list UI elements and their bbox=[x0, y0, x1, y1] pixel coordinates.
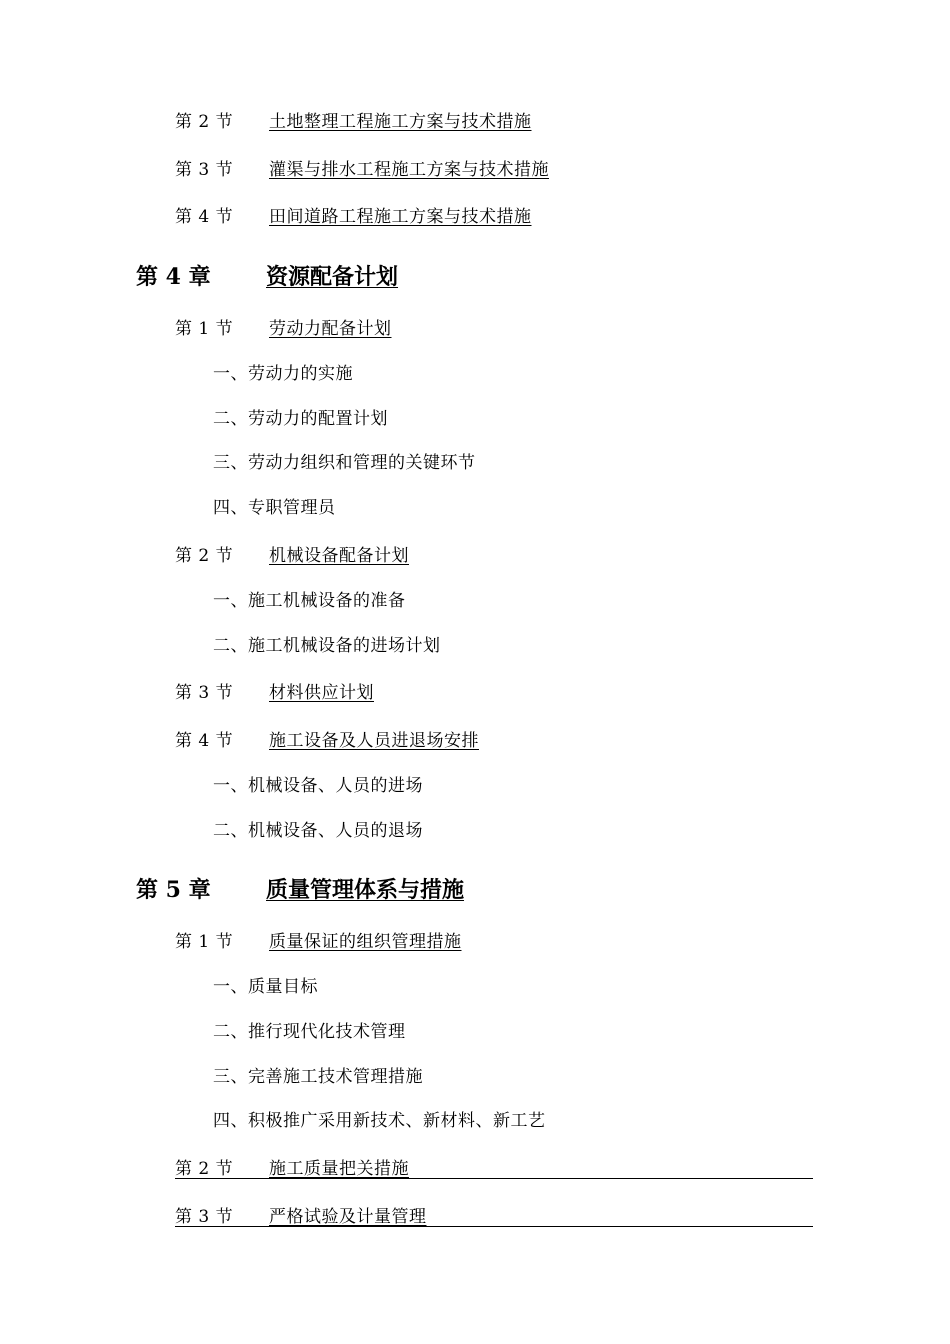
toc-chapter5-section-3[interactable] bbox=[175, 1207, 813, 1227]
section-title: 严格试验及计量管理 bbox=[269, 1207, 427, 1227]
section-number: 第 4 节 bbox=[175, 207, 234, 227]
toc-item: 四、积极推广采用新技术、新材料、新工艺 bbox=[213, 1111, 546, 1131]
toc-section-3-irrigation[interactable] bbox=[175, 160, 549, 180]
section-number: 第 3 节 bbox=[175, 683, 234, 703]
toc-item: 二、施工机械设备的进场计划 bbox=[213, 636, 441, 656]
chapter-title: 质量管理体系与措施 bbox=[266, 877, 465, 903]
section-underline bbox=[175, 1178, 813, 1179]
toc-section-2-land[interactable] bbox=[175, 112, 532, 132]
chapter-title: 资源配备计划 bbox=[266, 264, 399, 290]
section-title: 机械设备配备计划 bbox=[269, 546, 409, 566]
section-number: 第 2 节 bbox=[175, 112, 234, 132]
section-title: 土地整理工程施工方案与技术措施 bbox=[269, 112, 532, 132]
toc-item: 一、劳动力的实施 bbox=[213, 364, 353, 384]
section-title: 施工质量把关措施 bbox=[269, 1159, 409, 1179]
toc-chapter4-section-2[interactable] bbox=[175, 546, 409, 566]
toc-section-4-road[interactable] bbox=[175, 207, 532, 227]
toc-chapter-5[interactable] bbox=[136, 877, 464, 903]
section-title: 田间道路工程施工方案与技术措施 bbox=[269, 207, 532, 227]
toc-item: 一、施工机械设备的准备 bbox=[213, 591, 406, 611]
section-title: 施工设备及人员进退场安排 bbox=[269, 731, 479, 751]
chapter-number: 第 5 章 bbox=[136, 877, 211, 903]
chapter-number: 第 4 章 bbox=[136, 264, 211, 290]
toc-item: 一、机械设备、人员的进场 bbox=[213, 776, 423, 796]
toc-item: 二、劳动力的配置计划 bbox=[213, 409, 388, 429]
section-underline bbox=[175, 1226, 813, 1227]
toc-chapter4-section-1[interactable] bbox=[175, 319, 392, 339]
section-title: 质量保证的组织管理措施 bbox=[269, 932, 462, 952]
section-number: 第 2 节 bbox=[175, 546, 234, 566]
toc-item: 四、专职管理员 bbox=[213, 498, 336, 518]
toc-item: 三、完善施工技术管理措施 bbox=[213, 1067, 423, 1087]
section-title: 劳动力配备计划 bbox=[269, 319, 392, 339]
toc-item: 三、劳动力组织和管理的关键环节 bbox=[213, 453, 476, 473]
section-number: 第 2 节 bbox=[175, 1159, 234, 1179]
toc-chapter5-section-1[interactable] bbox=[175, 932, 462, 952]
section-number: 第 3 节 bbox=[175, 1207, 234, 1227]
toc-item: 一、质量目标 bbox=[213, 977, 318, 997]
section-number: 第 3 节 bbox=[175, 160, 234, 180]
toc-item: 二、推行现代化技术管理 bbox=[213, 1022, 406, 1042]
section-number: 第 4 节 bbox=[175, 731, 234, 751]
toc-chapter4-section-4[interactable] bbox=[175, 731, 479, 751]
toc-chapter4-section-3[interactable] bbox=[175, 683, 374, 703]
section-number: 第 1 节 bbox=[175, 319, 234, 339]
toc-item: 二、机械设备、人员的退场 bbox=[213, 821, 423, 841]
section-title: 材料供应计划 bbox=[269, 683, 374, 703]
section-number: 第 1 节 bbox=[175, 932, 234, 952]
toc-chapter5-section-2[interactable] bbox=[175, 1159, 813, 1179]
section-title: 灌渠与排水工程施工方案与技术措施 bbox=[269, 160, 549, 180]
toc-chapter-4[interactable] bbox=[136, 264, 398, 290]
